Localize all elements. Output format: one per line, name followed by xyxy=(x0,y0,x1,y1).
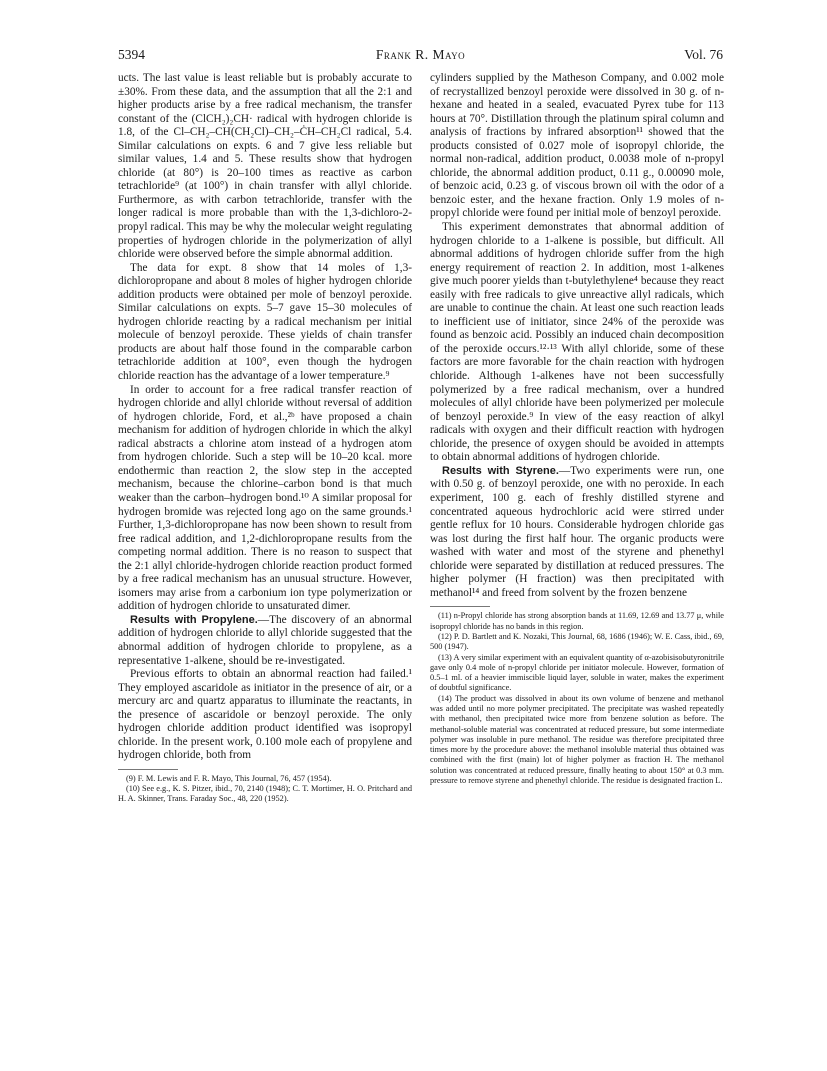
footnote-divider xyxy=(118,769,178,770)
footnote: (12) P. D. Bartlett and K. Nozaki, This Journal, 68, 1686 (1946); W. E. Cass, ibid., 69, 500 (1947). xyxy=(430,631,724,652)
paragraph-text: —The discovery of an abnormal addition of hydrogen chloride to allyl chloride suggested that the abnormal addition of hydrogen chloride to propylene, as a representative 1-alkene, should be re-investigated. xyxy=(118,613,412,667)
page-header xyxy=(118,47,723,65)
footnote-divider xyxy=(430,606,490,607)
paragraph: cylinders supplied by the Matheson Company, and 0.002 mole of recrystallized benzoyl peroxide were dissolved in 30 g. of n-hexane and heated in a sealed, evacuated Pyrex tube for 113 hours at 70°. Distillation through the platinum spiral column and analysis of fractions by infrared absorption¹¹ showed that the products consisted of 0.027 mole of isopropyl chloride, the normal non-radical, addition product, 0.0038 mole of n-propyl chloride, the abnormal addition product, 0.11 g., 0.00090 mole, of benzoic acid, 0.23 g. of viscous brown oil with the odor of a benzoic ester, and the hexane fraction. Only 1.9 moles of n-propyl chloride were found per initial mole of benzoyl peroxide. xyxy=(430,72,724,220)
footnote: (11) n-Propyl chloride has strong absorption bands at 11.69, 12.69 and 13.77 μ, while isopropyl chloride has no bands in this region. xyxy=(430,611,724,631)
right-column xyxy=(430,72,724,1052)
paragraph: In order to account for a free radical transfer reaction of hydrogen chloride and allyl chloride without reversal of addition of hydrogen chloride, Ford, et al.,²ᵇ have proposed a chain mechanism for addition of hydrogen chloride in which the alkyl radical abstracts a chlorine atom instead of a hydrogen atom from hydrogen chloride. Such a step will be 10–20 kcal. more endothermic than reaction 2, the slow step in the accepted mechanism, because the chlorine–carbon bond is that much weaker than the carbon–hydrogen bond.¹⁰ A similar proposal for hydrogen bromide was rejected long ago on the same grounds.¹ Further, 1,3-dichloropropane has now been shown to result from free radical addition, and 1,2-dichloropropane results from the competing normal addition. There is no reason to suspect that the 2:1 allyl chloride-hydrogen chloride reaction product formed by a free radical mechanism has an unusual structure. However, isomers may arise from a carbonium ion type polymerization or addition of hydrogen chloride to unsaturated dimer. xyxy=(118,383,412,613)
paragraph-text: —Two experiments were run, one with 0.50 g. of benzoyl peroxide, one with no peroxide. In each experiment, 100 g. each of freshly distilled styrene and concentrated aqueous hydrochloric acid were stirred under gentle reflux for 10 hours. Considerable hydrogen chloride gas was lost during the first half hour. The organic products were washed with water and most of the styrene and phenethyl chloride were separated by distillation at reduced pressures. The higher polymer (H fraction) was then precipitated with methanol¹⁴ and freed from solvent by the frozen benzene xyxy=(430,464,724,599)
footnote: (13) A very similar experiment with an equivalent quantity of α-azobisisobutyronitrile gave only 0.4 mole of n-propyl chloride per initiator molecule. However, formation of 0.5–1 ml. of a heavier immiscible liquid layer, soluble in water, makes the experiment of doubtful significance. xyxy=(430,652,724,693)
section-heading-styrene: Results with Styrene. xyxy=(442,464,559,477)
footnote: (9) F. M. Lewis and F. R. Mayo, This Journal, 76, 457 (1954). xyxy=(126,773,332,783)
volume-label: Vol. 76 xyxy=(684,47,723,62)
footnote: (14) The product was dissolved in about its own volume of benzene and methanol was added until no more polymer precipitated. The precipitate was washed repeatedly with methanol, then precipitated twice more from benzene solution as before. The methanol-soluble material was concentrated at reduced pressure, but some intermediate polymer was insoluble in pure methanol. The residue was therefore precipitated three times more by the procedure above: the methanol insoluble material thus obtained was combined with the first (main) lot of higher polymer as fraction H. The methanol solution was concentrated at reduced pressure, finally heating to about 150° at 0.3 mm. pressure to remove styrene and phenethyl chloride. The residue is designated fraction L. xyxy=(430,693,724,786)
running-head: Frank R. Mayo xyxy=(375,47,466,62)
paragraph xyxy=(430,465,724,600)
page-number: 5394 xyxy=(118,47,145,62)
paragraph xyxy=(118,614,412,668)
paragraph: The data for expt. 8 show that 14 moles of 1,3-dichloropropane and about 8 moles of higher hydrogen chloride addition products were obtained per mole of benzoyl peroxide. Similar calculations on expts. 5–7 gave 15–30 molecules of hydrogen chloride reacting by a radical mechanism per initial molecule of benzoyl peroxide. These yields of chain transfer products are about half those found in the comparable carbon tetrachloride addition at 100°, even though the hydrogen chloride reaction has the advantage of a lower temperature.⁹ xyxy=(118,261,412,383)
left-column xyxy=(118,72,412,1052)
paragraph: Previous efforts to obtain an abnormal reaction had failed.¹ They employed ascaridole as initiator in the presence of air, or a mercury arc and quartz apparatus to illuminate the reactants, in the presence of ascaridole or benzoyl peroxide. The only hydrogen chloride addition product identified was isopropyl chloride. In the present work, 0.100 mole each of propylene and hydrogen chloride, both from xyxy=(118,668,412,762)
paragraph: ucts. The last value is least reliable but is probably accurate to ±30%. From these data, and the assumption that all the 2:1 and higher products arise by a free radical mechanism, the transfer constant of the (ClCH₂)₂CH· radical with hydrogen chloride is 1.8, of the Cl–CH₂–CH(CH₂Cl)–CH₂–ĊH–CH₂Cl radical, 5.4. Similar calculations on expts. 6 and 7 give less reliable but similar values, 1.4 and 5. These results show that hydrogen chloride (at 80°) is 20–100 times as reactive as carbon tetrachloride⁹ (at 100°) in chain transfer with allyl chloride. Furthermore, as with carbon tetrachloride, transfer with the longer radical is more probable than with the 1,3-dichloro-2-propyl radical. This may be why the molecular weight regulating properties of hydrogen chloride in the polymerization of allyl chloride were observed before the simple abnormal addition. xyxy=(118,72,412,261)
section-heading-propylene: Results with Propylene. xyxy=(130,613,258,626)
footnote: (10) See e.g., K. S. Pitzer, ibid., 70, 2140 (1948); C. T. Mortimer, H. O. Pritchard and H. A. Skinner, Trans. Faraday Soc., 48, 220 (1952). xyxy=(118,784,412,804)
paragraph: This experiment demonstrates that abnormal addition of hydrogen chloride to a 1-alkene is possible, but difficult. All abnormal additions of hydrogen chloride suffer from the high energy requirement of reaction 2. In addition, most 1-alkenes give much poorer yields than t-butylethylene⁴ because they react easily with free radicals to give unreactive allyl radicals, which are unable to continue the chain. At least one such reaction leads to inefficient use of initiator, since 24% of the peroxide was found as benzoic acid. Possibly an induced chain decomposition of the peroxide occurs.¹²·¹³ With allyl chloride, some of these factors are more favorable for the chain reaction with hydrogen chloride. Although 1-alkenes have not been successfully polymerized by a free radical mechanism, over a hundred molecules of allyl chloride have been polymerized per molecule of benzoyl peroxide.⁹ In view of the easy reaction of alkyl radicals with oxygen and their difficult reaction with hydrogen chloride, the presence of oxygen should be avoided in attempts to obtain abnormal additions of hydrogen chloride. xyxy=(430,221,724,464)
